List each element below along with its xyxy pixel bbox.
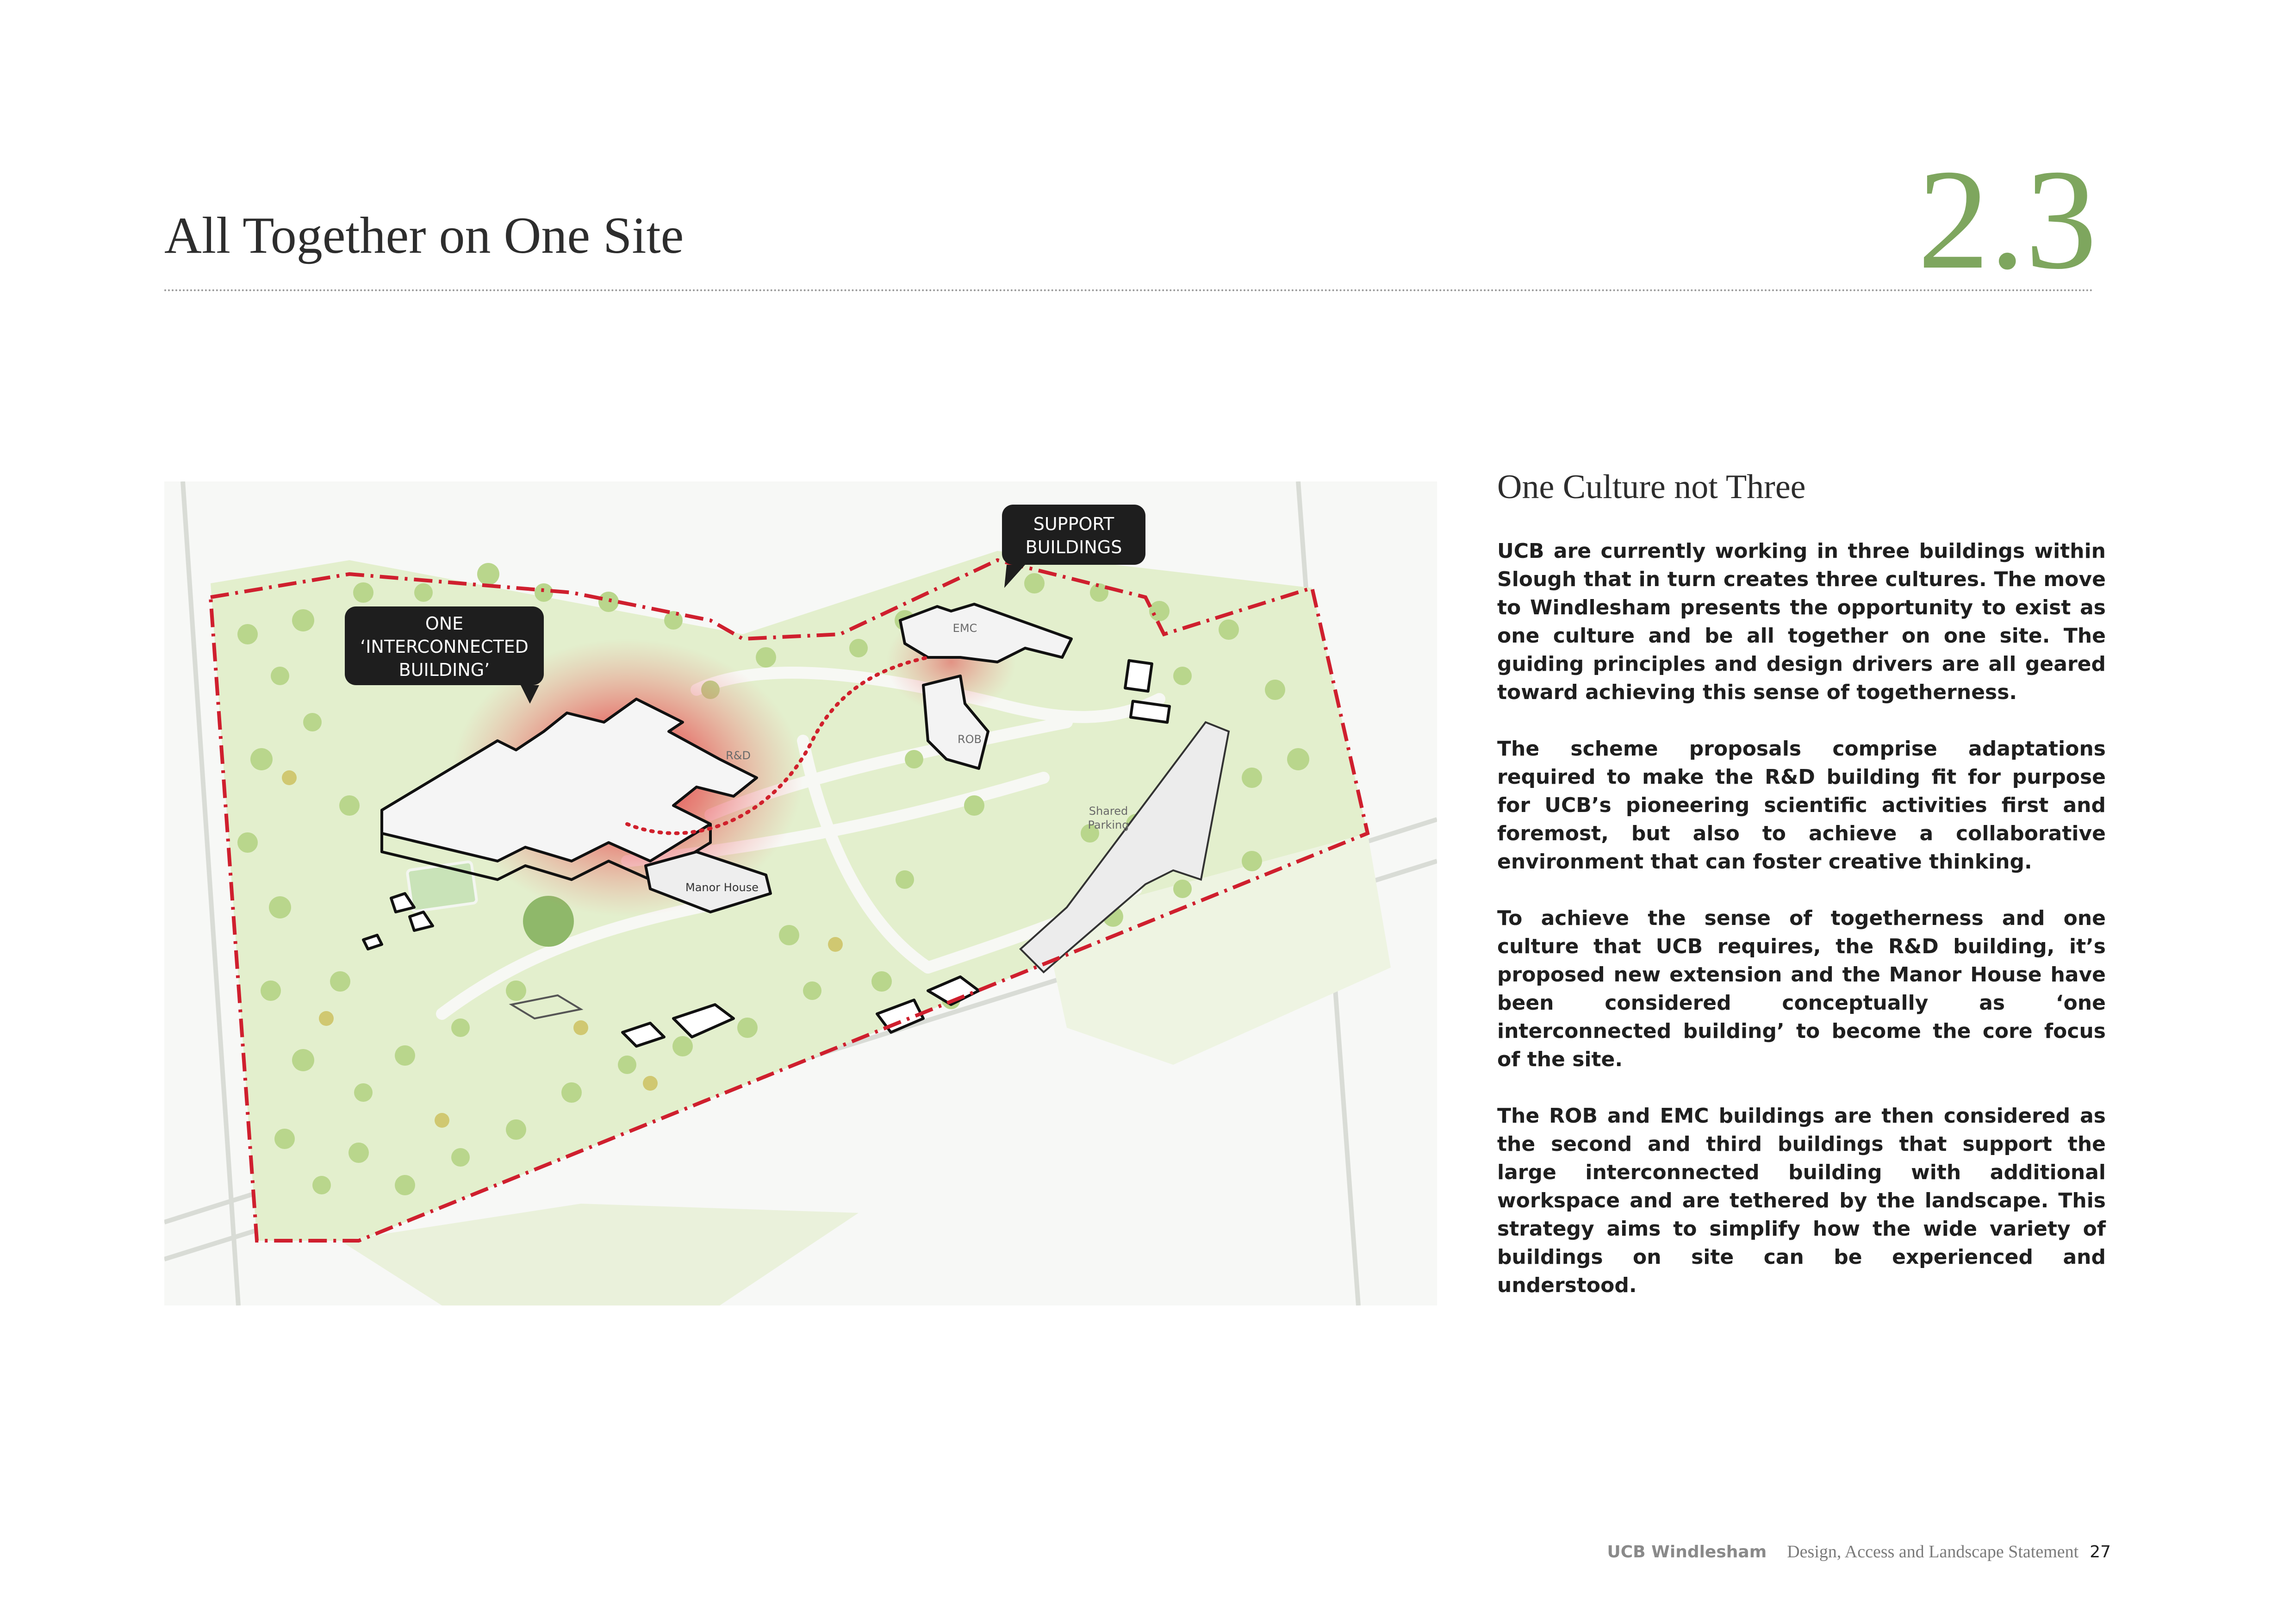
site-map-illustration bbox=[164, 481, 1437, 1305]
footer-brand: UCB Windlesham bbox=[1607, 1543, 1767, 1562]
site-map bbox=[164, 481, 1437, 1305]
page-number: 27 bbox=[2090, 1543, 2111, 1562]
callout-one-line-1: ONE bbox=[425, 613, 464, 634]
body-text bbox=[1497, 537, 2106, 1328]
paragraph-1: UCB are currently working in three buildings within Slough that in turn creates three cultures. The move to Windlesham presents the opportunity to exist as one culture and be all together on one site. The guiding principles and design drivers are all geared toward achieving this sense of togetherness. bbox=[1497, 539, 2106, 704]
map-label-rd: R&D bbox=[726, 749, 751, 762]
paragraph-2: The scheme proposals comprise adaptations required to make the R&D building fit for purpose for UCB’s pioneering scientific activities first and foremost, but also to achieve a collaborative environment that can foster creative thinking. bbox=[1497, 737, 2106, 874]
map-label-emc: EMC bbox=[952, 622, 977, 635]
map-label-parking-2: Parking bbox=[1088, 818, 1129, 831]
title-divider bbox=[164, 289, 2094, 291]
map-label-rob: ROB bbox=[957, 733, 982, 746]
callout-support-line-2: BUILDINGS bbox=[1025, 537, 1122, 557]
section-subheading: One Culture not Three bbox=[1497, 468, 1806, 506]
footer-document-title: Design, Access and Landscape Statement bbox=[1787, 1542, 2079, 1562]
page-title: All Together on One Site bbox=[164, 207, 684, 264]
paragraph-4: The ROB and EMC buildings are then considered as the second and third buildings that support the large interconnected building with additional workspace and are tethered by the landscape. This strategy aims to simplify how the wide variety of buildings on site can be experienced and understood. bbox=[1497, 1104, 2106, 1297]
section-number: 2.3 bbox=[1917, 140, 2097, 299]
map-label-manor-house: Manor House bbox=[685, 881, 759, 894]
map-label-parking-1: Shared bbox=[1089, 805, 1128, 818]
callout-one-line-2: ‘INTERCONNECTED bbox=[360, 637, 529, 657]
paragraph-3: To achieve the sense of togetherness and one culture that UCB requires, the R&D building, it’s proposed new extension and the Manor House have been considered conceptually as ‘one interconnected building’ to become the core focus of the site. bbox=[1497, 906, 2106, 1071]
page-footer bbox=[1607, 1542, 2111, 1562]
callout-one-line-3: BUILDING’ bbox=[398, 660, 490, 680]
callout-support-line-1: SUPPORT bbox=[1033, 514, 1114, 534]
